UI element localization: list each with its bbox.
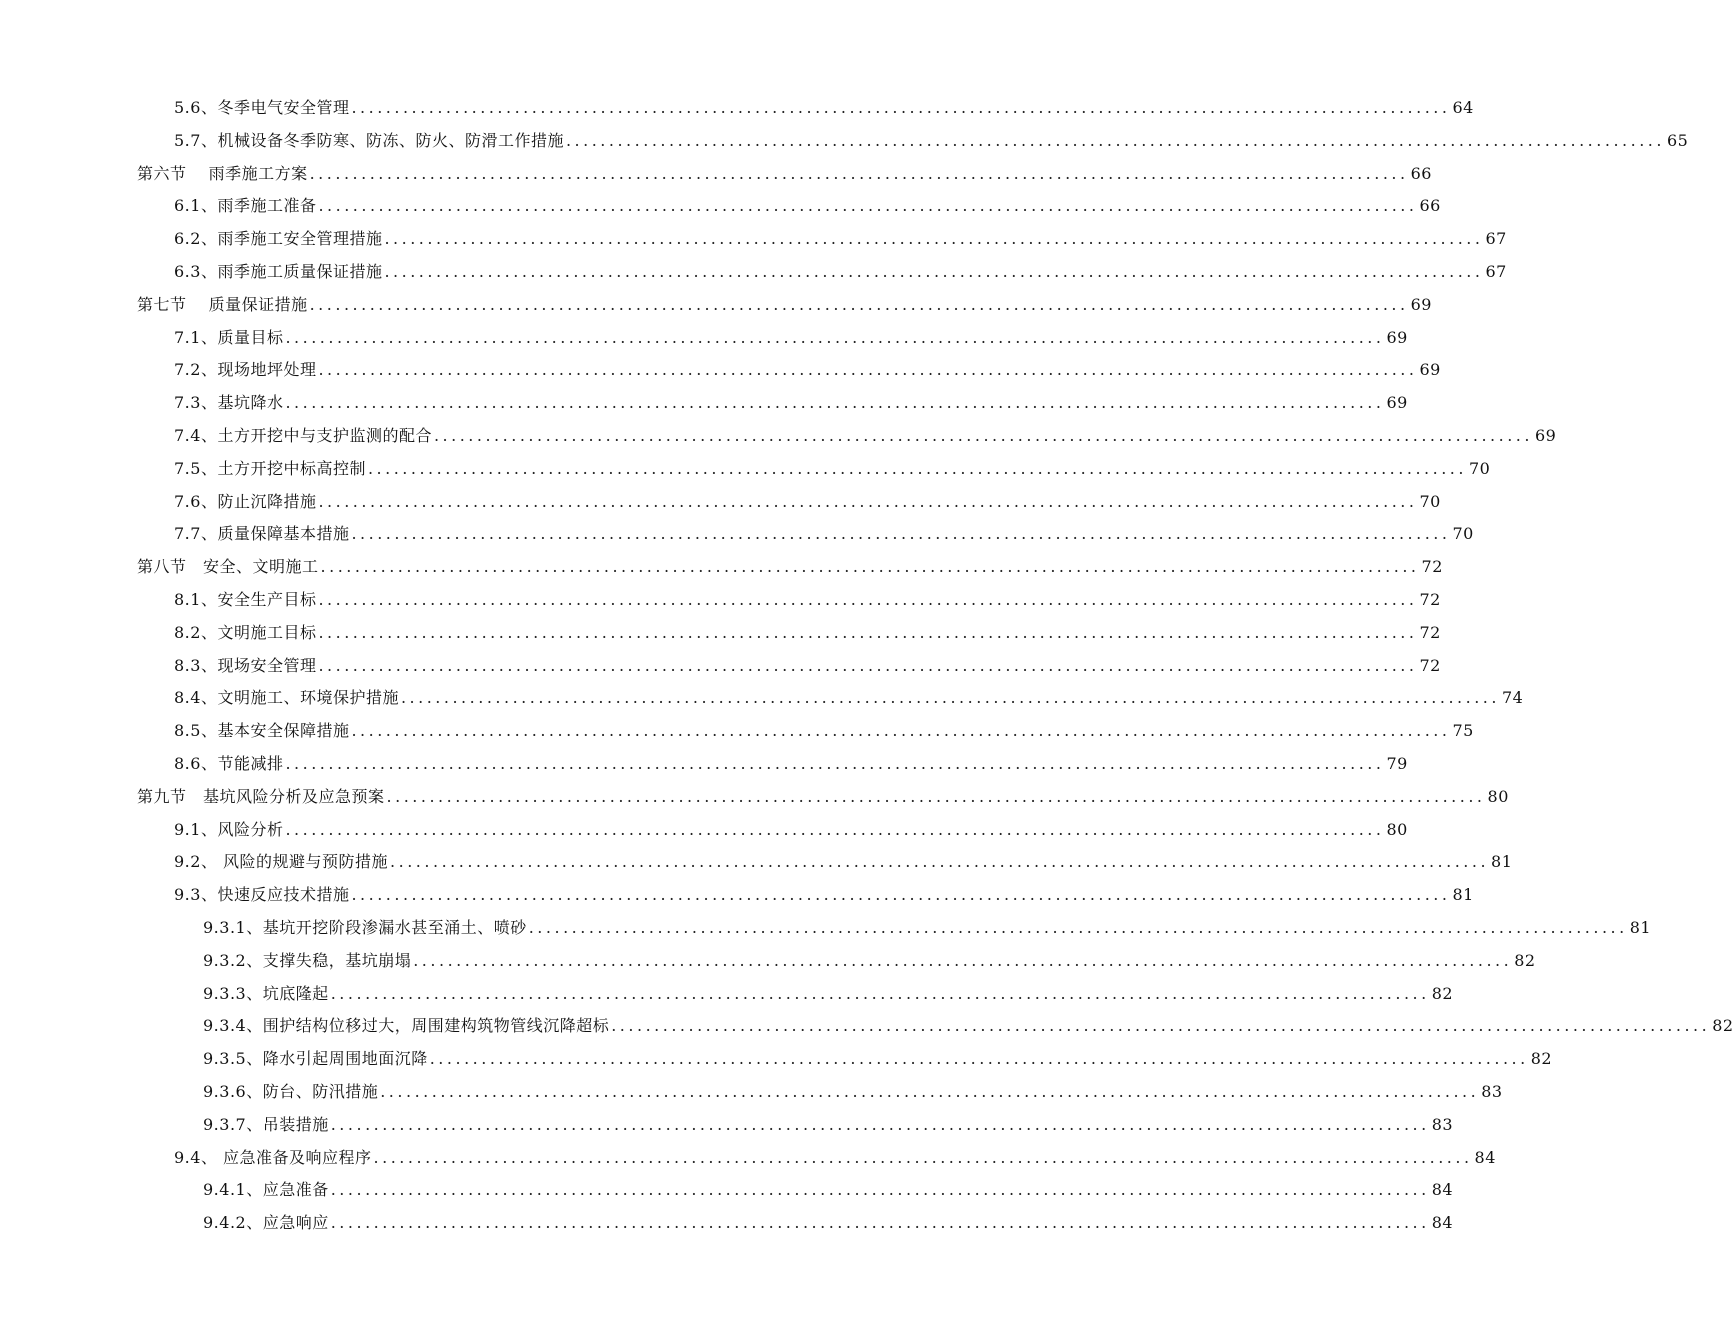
toc-page-number: 83 <box>1481 1081 1503 1101</box>
toc-entry-title: 9.3.7、吊装措施 <box>203 1114 329 1134</box>
toc-dot-leader: ................................................................................................................................ <box>380 1081 1480 1101</box>
toc-entry[interactable] <box>0 617 1441 650</box>
toc-dot-leader: ................................................................................................................................ <box>351 885 1451 905</box>
toc-page-number: 70 <box>1452 524 1474 544</box>
toc-entry[interactable] <box>0 518 1474 551</box>
toc-entry-title: 8.4、文明施工、环境保护措施 <box>174 688 399 708</box>
toc-entry-title: 7.3、基坑降水 <box>174 393 284 413</box>
toc-page-number: 64 <box>1452 98 1474 117</box>
toc-page-number: 80 <box>1386 819 1408 839</box>
toc-dot-leader: ................................................................................................................................ <box>330 1213 1430 1233</box>
toc-entry[interactable] <box>0 715 1474 748</box>
toc-entry-title: 8.3、现场安全管理 <box>174 655 317 675</box>
toc-entry[interactable] <box>0 158 1432 191</box>
toc-dot-leader: ................................................................................................................................ <box>565 130 1665 150</box>
toc-entry-title: 7.2、现场地坪处理 <box>174 360 317 380</box>
toc-dot-leader: ................................................................................................................................ <box>318 491 1418 511</box>
toc-entry[interactable] <box>0 387 1408 420</box>
toc-page-number: 69 <box>1386 327 1408 347</box>
toc-entry-title: 8.5、基本安全保障措施 <box>174 721 350 741</box>
toc-entry[interactable] <box>0 1043 1553 1076</box>
toc-entry-title: 8.1、安全生产目标 <box>174 589 317 609</box>
toc-entry-title: 9.3.2、支撑失稳，基坑崩塌 <box>203 950 412 970</box>
toc-page-number: 83 <box>1431 1114 1454 1134</box>
toc-entry-title: 9.3.1、基坑开挖阶段渗漏水甚至涌土、喷砂 <box>203 917 527 937</box>
toc-dot-leader: ................................................................................................................................ <box>320 557 1420 577</box>
toc-entry-title: 9.2、 风险的规避与预防措施 <box>174 852 389 872</box>
toc-entry-title: 9.3.4、围护结构位移过大，周围建构筑物管线沉降超标 <box>203 1016 610 1036</box>
toc-entry-title: 7.7、质量保障基本措施 <box>174 524 350 544</box>
toc-entry[interactable] <box>0 846 1513 879</box>
toc-dot-leader: ................................................................................................................................ <box>351 721 1451 741</box>
toc-entry-title: 6.1、雨季施工准备 <box>174 196 317 216</box>
toc-entry-title: 第六节 雨季施工方案 <box>137 163 308 183</box>
toc-page-number: 66 <box>1419 196 1441 216</box>
toc-page-number: 65 <box>1666 130 1689 150</box>
toc-dot-leader: ................................................................................................................................ <box>318 196 1418 216</box>
toc-dot-leader: ................................................................................................................................ <box>318 622 1418 642</box>
toc-entry[interactable] <box>0 420 1557 453</box>
toc-dot-leader: ................................................................................................................................ <box>318 589 1418 609</box>
toc-page-number: 72 <box>1419 622 1441 642</box>
toc-dot-leader: ................................................................................................................................ <box>528 917 1628 937</box>
toc-page-number: 82 <box>1530 1049 1553 1069</box>
toc-page-number: 82 <box>1431 983 1454 1003</box>
toc-entry-title: 5.7、机械设备冬季防寒、防冻、防火、防滑工作措施 <box>174 130 564 150</box>
toc-dot-leader: ................................................................................................................................ <box>330 1114 1430 1134</box>
toc-entry-title: 6.2、雨季施工安全管理措施 <box>174 229 383 249</box>
toc-entry-title: 6.3、雨季施工质量保证措施 <box>174 261 383 281</box>
toc-dot-leader: ................................................................................................................................ <box>285 753 1385 773</box>
toc-entry-title: 7.6、防止沉降措施 <box>174 491 317 511</box>
toc-entry-title: 7.1、质量目标 <box>174 327 284 347</box>
toc-entry[interactable] <box>0 1207 1454 1240</box>
toc-entry[interactable] <box>0 978 1454 1011</box>
toc-entry-title: 9.3.6、防台、防汛措施 <box>203 1081 379 1101</box>
toc-dot-leader: ................................................................................................................................ <box>400 688 1500 708</box>
toc-entry-title: 9.4.1、应急准备 <box>203 1180 329 1200</box>
toc-entry-title: 9.1、风险分析 <box>174 819 284 839</box>
toc-page-number: 72 <box>1419 589 1441 609</box>
toc-entry-title: 第八节 安全、文明施工 <box>137 557 319 577</box>
toc-dot-leader: ................................................................................................................................ <box>611 1016 1711 1036</box>
toc-page-number: 66 <box>1410 163 1432 183</box>
toc-entry[interactable] <box>0 1076 1503 1109</box>
toc-page-number: 82 <box>1514 950 1536 970</box>
toc-page-number: 69 <box>1410 294 1432 314</box>
toc-page-number: 75 <box>1452 721 1474 741</box>
table-of-contents <box>0 92 1734 1240</box>
toc-page-number: 70 <box>1468 458 1491 478</box>
toc-entry-title: 5.6、冬季电气安全管理 <box>174 98 350 117</box>
toc-page-number: 67 <box>1485 229 1507 249</box>
toc-dot-leader: ................................................................................................................................ <box>330 1180 1430 1200</box>
toc-entry[interactable] <box>0 256 1507 289</box>
toc-entry[interactable] <box>0 322 1408 355</box>
toc-dot-leader: ................................................................................................................................ <box>318 360 1418 380</box>
toc-page-number: 84 <box>1431 1213 1454 1233</box>
toc-entry[interactable] <box>0 289 1432 322</box>
toc-entry-title: 第九节 基坑风险分析及应急预案 <box>137 786 385 806</box>
toc-page-number: 69 <box>1386 393 1408 413</box>
toc-page-number: 81 <box>1491 852 1513 872</box>
toc-dot-leader: ................................................................................................................................ <box>285 327 1385 347</box>
toc-entry-title: 9.3.3、坑底隆起 <box>203 983 329 1003</box>
toc-dot-leader: ................................................................................................................................ <box>384 229 1484 249</box>
toc-entry-title: 9.3.5、降水引起周围地面沉降 <box>203 1049 428 1069</box>
toc-entry[interactable] <box>0 945 1536 978</box>
toc-page-number: 80 <box>1487 786 1509 806</box>
toc-entry-title: 第七节 质量保证措施 <box>137 294 308 314</box>
toc-entry[interactable] <box>0 1174 1454 1207</box>
toc-page-number: 72 <box>1419 655 1441 675</box>
toc-entry[interactable] <box>0 1109 1454 1142</box>
toc-entry-title: 9.4、 应急准备及响应程序 <box>174 1147 372 1167</box>
toc-page-number: 70 <box>1419 491 1441 511</box>
toc-page-number: 72 <box>1421 557 1443 577</box>
toc-page-number: 79 <box>1386 753 1408 773</box>
toc-entry-title: 9.3、快速反应技术措施 <box>174 885 350 905</box>
toc-entry-title: 8.2、文明施工目标 <box>174 622 317 642</box>
toc-page-number: 69 <box>1419 360 1441 380</box>
toc-dot-leader: ................................................................................................................................ <box>373 1147 1473 1167</box>
toc-dot-leader: ................................................................................................................................ <box>367 458 1467 478</box>
toc-entry[interactable] <box>0 814 1408 847</box>
toc-entry[interactable] <box>0 125 1689 158</box>
toc-dot-leader: ................................................................................................................................ <box>429 1049 1529 1069</box>
toc-entry[interactable] <box>0 92 1474 125</box>
toc-entry-title: 8.6、节能减排 <box>174 753 284 773</box>
toc-entry[interactable] <box>0 486 1441 519</box>
toc-dot-leader: ................................................................................................................................ <box>309 294 1409 314</box>
toc-entry[interactable] <box>0 453 1491 486</box>
toc-page-number: 67 <box>1485 261 1507 281</box>
toc-dot-leader: ................................................................................................................................ <box>285 393 1385 413</box>
toc-entry[interactable] <box>0 190 1441 223</box>
toc-entry-title: 7.5、土方开挖中标高控制 <box>174 458 366 478</box>
toc-dot-leader: ................................................................................................................................ <box>384 261 1484 281</box>
toc-page-number: 74 <box>1501 688 1524 708</box>
toc-entry[interactable] <box>0 682 1524 715</box>
toc-page-number: 81 <box>1629 917 1652 937</box>
toc-dot-leader: ................................................................................................................................ <box>390 852 1490 872</box>
toc-dot-leader: ................................................................................................................................ <box>318 655 1418 675</box>
toc-entry[interactable] <box>0 1142 1496 1175</box>
toc-page-number: 84 <box>1474 1147 1496 1167</box>
toc-dot-leader: ................................................................................................................................ <box>433 425 1533 445</box>
toc-entry-title: 9.4.2、应急响应 <box>203 1213 329 1233</box>
toc-dot-leader: ................................................................................................................................ <box>386 786 1486 806</box>
toc-entry[interactable] <box>0 781 1509 814</box>
toc-entry-title: 7.4、土方开挖中与支护监测的配合 <box>174 425 432 445</box>
toc-dot-leader: ................................................................................................................................ <box>351 98 1451 117</box>
toc-entry[interactable] <box>0 650 1441 683</box>
toc-entry[interactable] <box>0 748 1408 781</box>
toc-entry[interactable] <box>0 223 1507 256</box>
toc-page-number: 69 <box>1534 425 1557 445</box>
toc-entry[interactable] <box>0 551 1443 584</box>
toc-entry[interactable] <box>0 584 1441 617</box>
toc-page-number: 82 <box>1712 1016 1734 1036</box>
toc-dot-leader: ................................................................................................................................ <box>413 950 1513 970</box>
toc-page-number: 81 <box>1452 885 1474 905</box>
toc-dot-leader: ................................................................................................................................ <box>285 819 1385 839</box>
toc-entry[interactable] <box>0 354 1441 387</box>
toc-dot-leader: ................................................................................................................................ <box>309 163 1409 183</box>
toc-entry[interactable] <box>0 912 1652 945</box>
toc-dot-leader: ................................................................................................................................ <box>330 983 1430 1003</box>
toc-entry[interactable] <box>0 1010 1734 1043</box>
toc-dot-leader: ................................................................................................................................ <box>351 524 1451 544</box>
toc-entry[interactable] <box>0 879 1474 912</box>
toc-page-number: 84 <box>1431 1180 1454 1200</box>
